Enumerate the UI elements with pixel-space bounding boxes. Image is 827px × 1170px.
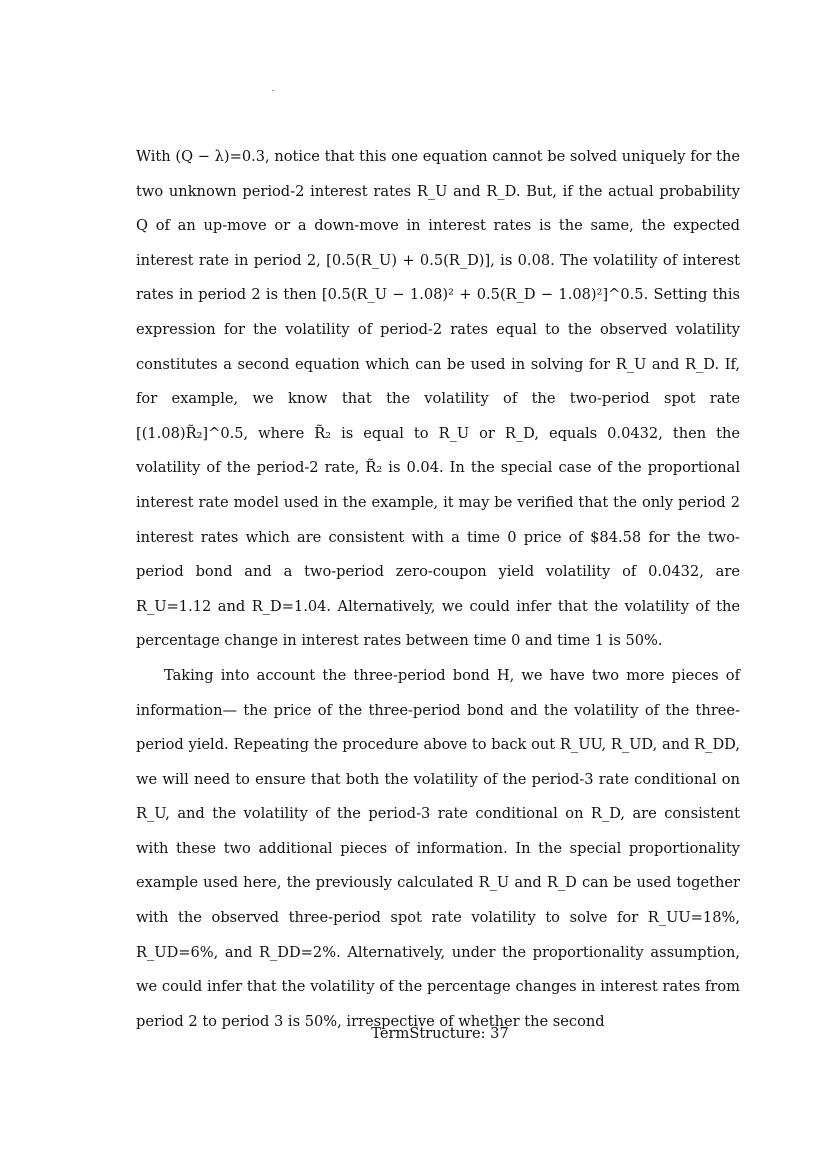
body-text: [136, 140, 740, 1039]
scan-speck: [272, 90, 274, 91]
paragraph-2: Taking into account the three-period bond H, we have two more pieces of information— the price of the three-period bond and the volatility of the three-period yield. Repeating the procedure above to back out R_UU, R_UD, and R_DD, we will need to ensure that both the volatility of the period-3 rate conditional on R_U, and the volatility of the period-3 rate conditional on R_D, are consistent with these two additional pieces of information. In the special proportionality example used here, the previously calculated R_U and R_D can be used together with the observed three-period spot rate volatility to solve for R_UU=18%, R_UD=6%, and R_DD=2%. Alternatively, under the proportionality assumption, we could infer that the volatility of the percentage changes in interest rates from period 2 to period 3 is 50%, irrespective of whether the second: [136, 666, 740, 1030]
paragraph-1: With (Q − λ)=0.3, notice that this one equation cannot be solved uniquely for the two unknown period-2 interest rates R_U and R_D. But, if the actual probability Q of an up-move or a down-move in interest rates is the same, the expected interest rate in period 2, [0.5(R_U) + 0.5(R_D)], is 0.08. The volatility of interest rates in period 2 is then [0.5(R_U − 1.08)² + 0.5(R_D − 1.08)²]^0.5. Setting this expression for the volatility of period-2 rates equal to the observed volatility constitutes a second equation which can be used in solving for R_U and R_D. If, for example, we know that the volatility of the two-period spot rate [(1.08)R̃₂]^0.5, where R̃₂ is equal to R_U or R_D, equals 0.0432, then the volatility of the period-2 rate, R̃₂ is 0.04. In the special case of the proportional interest rate model used in the example, it may be verified that the only period 2 interest rates which are consistent with a time 0 price of $84.58 for the two-period bond and a two-period zero-coupon yield volatility of 0.0432, are R_U=1.12 and R_D=1.04. Alternatively, we could infer that the volatility of the percentage change in interest rates between time 0 and time 1 is 50%.: [136, 148, 740, 650]
page-footer: TermStructure: 37: [371, 1025, 509, 1042]
